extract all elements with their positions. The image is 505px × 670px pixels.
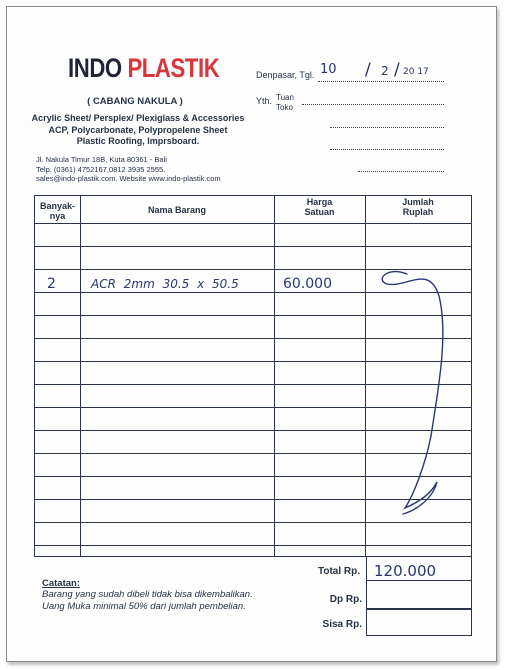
row-qty: 2	[47, 276, 56, 292]
dp-box	[366, 581, 472, 609]
table-row-line	[35, 545, 471, 546]
branch-name: ( CABANG NAKULA )	[87, 96, 183, 107]
date-separator: /	[394, 60, 400, 80]
sisa-label: Sisa Rp.	[322, 619, 362, 630]
dp-label: Dp Rp.	[329, 594, 362, 605]
company-address-block	[36, 155, 221, 184]
company-contact: sales@indo-plastik.com. Website www.indo-plastik.com	[36, 174, 221, 183]
company-phone: Telp. (0361) 4752167,0812 3935 2555.	[36, 164, 166, 174]
total-value: 120.000	[374, 562, 437, 580]
header-item: Nama Barang	[147, 205, 207, 215]
recipient-line	[330, 127, 444, 128]
recipient-line	[358, 171, 444, 172]
handwritten-bracket	[367, 256, 471, 526]
notes-line: Uang Muka minimal 50% dari jumlah pembelian.	[42, 600, 246, 612]
header-total: Jumlah Ruplah	[402, 197, 434, 217]
sisa-box	[366, 609, 472, 636]
date-label: Denpasar, Tgl.	[256, 70, 315, 80]
date-separator: /	[365, 60, 371, 80]
notes-title: Catatan:	[42, 578, 81, 589]
date-month: 2	[381, 64, 389, 78]
logo-word-plastik: PLASTIK	[127, 53, 220, 83]
recipient-label: Yth.	[256, 96, 273, 106]
recipient-title	[276, 93, 294, 113]
notes-line: Barang yang sudah dibeli tidak bisa dikembalikan.	[42, 589, 253, 600]
product-line: Acrylic Sheet/ Persplex/ Plexiglass & Accessories	[31, 113, 245, 123]
recipient-line	[302, 104, 444, 105]
logo-word-indo: INDO	[68, 53, 122, 83]
product-line: Plastic Roofing, Imprsboard.	[76, 136, 200, 146]
row-unit-price: 60.000	[283, 276, 332, 292]
product-list	[22, 113, 254, 148]
header-price: Harga Satuan	[304, 197, 335, 217]
company-address: Jl. Nakula Timur 18B, Kuta 80361 - Bali	[36, 155, 167, 164]
recipient-tuan: Tuan	[276, 93, 294, 102]
column-divider	[80, 196, 81, 556]
header-qty: Banyak- nya	[39, 201, 75, 221]
date-day: 10	[320, 62, 337, 77]
items-table	[34, 195, 472, 557]
company-logo	[68, 55, 219, 82]
row-item-name: ACR 2mm 30.5 x 50.5	[91, 277, 239, 291]
date-year: 20 17	[403, 67, 429, 77]
recipient-line	[330, 149, 444, 150]
recipient-toko: Toko	[276, 103, 293, 112]
total-label: Total Rp.	[317, 566, 360, 577]
notes-section	[42, 578, 253, 612]
table-row-line	[35, 246, 471, 247]
table-row-line	[35, 223, 471, 224]
date-dotted-line	[318, 81, 444, 82]
product-line: ACP, Polycarbonate, Polypropelene Sheet	[48, 124, 228, 135]
column-divider	[365, 196, 366, 556]
column-divider	[274, 196, 275, 556]
